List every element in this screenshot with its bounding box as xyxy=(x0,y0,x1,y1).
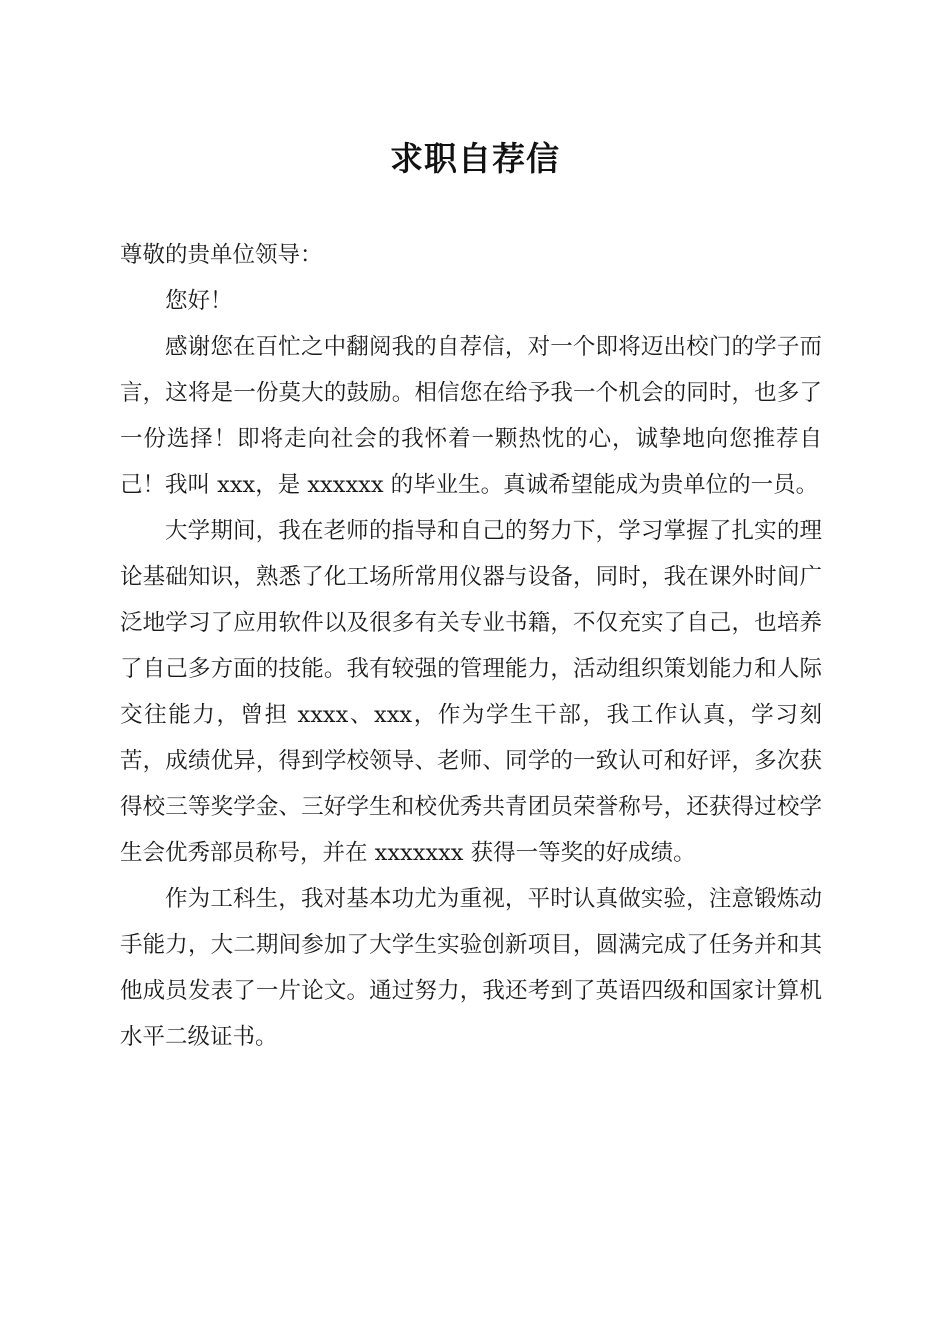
page-title: 求职自荐信 xyxy=(390,139,560,178)
paragraph-engineering: 作为工科生，我对基本功尤为重视，平时认真做实验，注意锻炼动手能力，大二期间参加了大学生实验创新项目，圆满完成了任务并和其他成员发表了一片论文。通过努力，我还考到了英语四级和国家计算机水平二级证书。 xyxy=(120,886,822,1050)
paragraph-intro: 感谢您在百忙之中翻阅我的自荐信，对一个即将迈出校门的学子而言，这将是一份莫大的鼓励。相信您在给予我一个机会的同时，也多了一份选择！即将走向社会的我怀着一颗热忱的心，诚挚地向您推荐自己！我叫 xxx，是 xxxxxx 的毕业生。真诚希望能成为贵单位的一员。 xyxy=(120,334,822,498)
greeting: 您好！ xyxy=(165,288,233,314)
salutation: 尊敬的贵单位领导： xyxy=(120,242,323,268)
paragraph-university: 大学期间，我在老师的指导和自己的努力下，学习掌握了扎实的理论基础知识，熟悉了化工场所常用仪器与设备，同时，我在课外时间广泛地学习了应用软件以及很多有关专业书籍，不仅充实了自己，也培养了自己多方面的技能。我有较强的管理能力，活动组织策划能力和人际交往能力，曾担 xxxx、xxx，作为学生干部，我工作认真，学习刻苦，成绩优异，得到学校领导、老师、同学的一致认可和好评，多次获得校三等奖学金、三好学生和校优秀共青团员荣誉称号，还获得过校学生会优秀部员称号，并在 xxxxxxx 获得一等奖的好成绩。 xyxy=(120,518,822,866)
letter-body xyxy=(120,232,822,1060)
